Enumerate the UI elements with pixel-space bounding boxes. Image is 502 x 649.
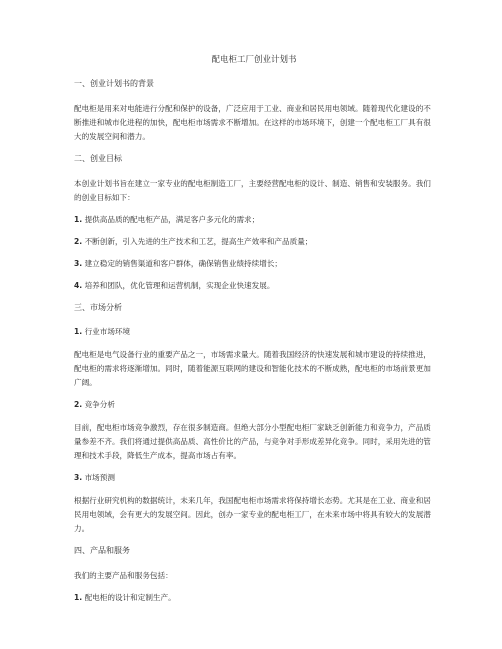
goal-item [74,214,434,226]
section-heading-goals: 二、创业目标 [74,154,122,163]
goal-number: 2. [74,237,83,246]
subheading-label: 竞争分析 [84,400,115,409]
section-heading-market: 三、市场分析 [74,303,122,312]
goal-text: 培养和团队，优化管理和运营机制，实现企业快速发展。 [84,281,275,290]
document-body [74,54,434,614]
goal-text: 提供高品质的配电柜产品，满足客户多元化的需求； [84,215,260,224]
subheading-label: 市场预测 [84,473,115,482]
goal-item [74,280,434,292]
goal-text: 建立稳定的销售渠道和客户群体，确保销售业绩持续增长； [84,259,283,268]
goal-item [74,258,434,270]
subheading-number: 2. [74,400,83,409]
forecast-paragraph: 根据行业研究机构的数据统计，未来几年，我国配电柜市场需求将保持增长态势。尤其是在工业、商业和居民用电领域，会有更大的发展空间。因此，创办一家专业的配电柜工厂，在未来市场中将具有较大的发展潜力。 [74,496,431,533]
market-subheading [74,326,434,338]
subheading-label: 行业市场环境 [84,327,131,336]
goals-paragraph: 本创业计划书旨在建立一家专业的配电柜制造工厂，主要经营配电柜的设计、制造、销售和安装服务。我们的创业目标如下： [74,179,431,202]
market-environment-paragraph: 配电柜是电气设备行业的重要产品之一，市场需求量大。随着我国经济的快速发展和城市建设的持续推进，配电柜的需求将逐渐增加。同时，随着能源互联网的建设和智能化技术的不断成熟，配电柜的市场前景更加广阔。 [74,350,431,387]
goal-number: 4. [74,281,83,290]
product-item [74,592,434,604]
competition-paragraph: 目前，配电柜市场竞争激烈，存在很多制造商。但绝大部分小型配电柜厂家缺乏创新能力和竞争力，产品质量参差不齐。我们将通过提供高品质、高性价比的产品，与竞争对手形成差异化竞争。同时，采用先进的管理和技术手段，降低生产成本，提高市场占有率。 [74,423,431,460]
section-heading-products: 四、产品和服务 [74,546,130,555]
section-heading-background: 一、创业计划书的背景 [74,79,154,88]
goal-number: 3. [74,259,83,268]
subheading-number: 3. [74,473,83,482]
goal-item [74,236,434,248]
product-text: 配电柜的设计和定制生产。 [84,593,176,602]
product-number: 1. [74,593,83,602]
market-subheading [74,399,434,411]
products-paragraph: 我们的主要产品和服务包括： [74,571,173,580]
market-subheading [74,472,434,484]
goal-text: 不断创新，引入先进的生产技术和工艺，提高生产效率和产品质量； [84,237,313,246]
subheading-number: 1. [74,327,83,336]
background-paragraph: 配电柜是用来对电能进行分配和保护的设备，广泛应用于工业、商业和居民用电领域。随着现代化建设的不断推进和城市化进程的加快，配电柜市场需求不断增加。在这样的市场环境下，创建一个配电柜工厂具有很大的发展空间和潜力。 [74,104,431,141]
document-title: 配电柜工厂创业计划书 [211,55,297,65]
goal-number: 1. [74,215,83,224]
